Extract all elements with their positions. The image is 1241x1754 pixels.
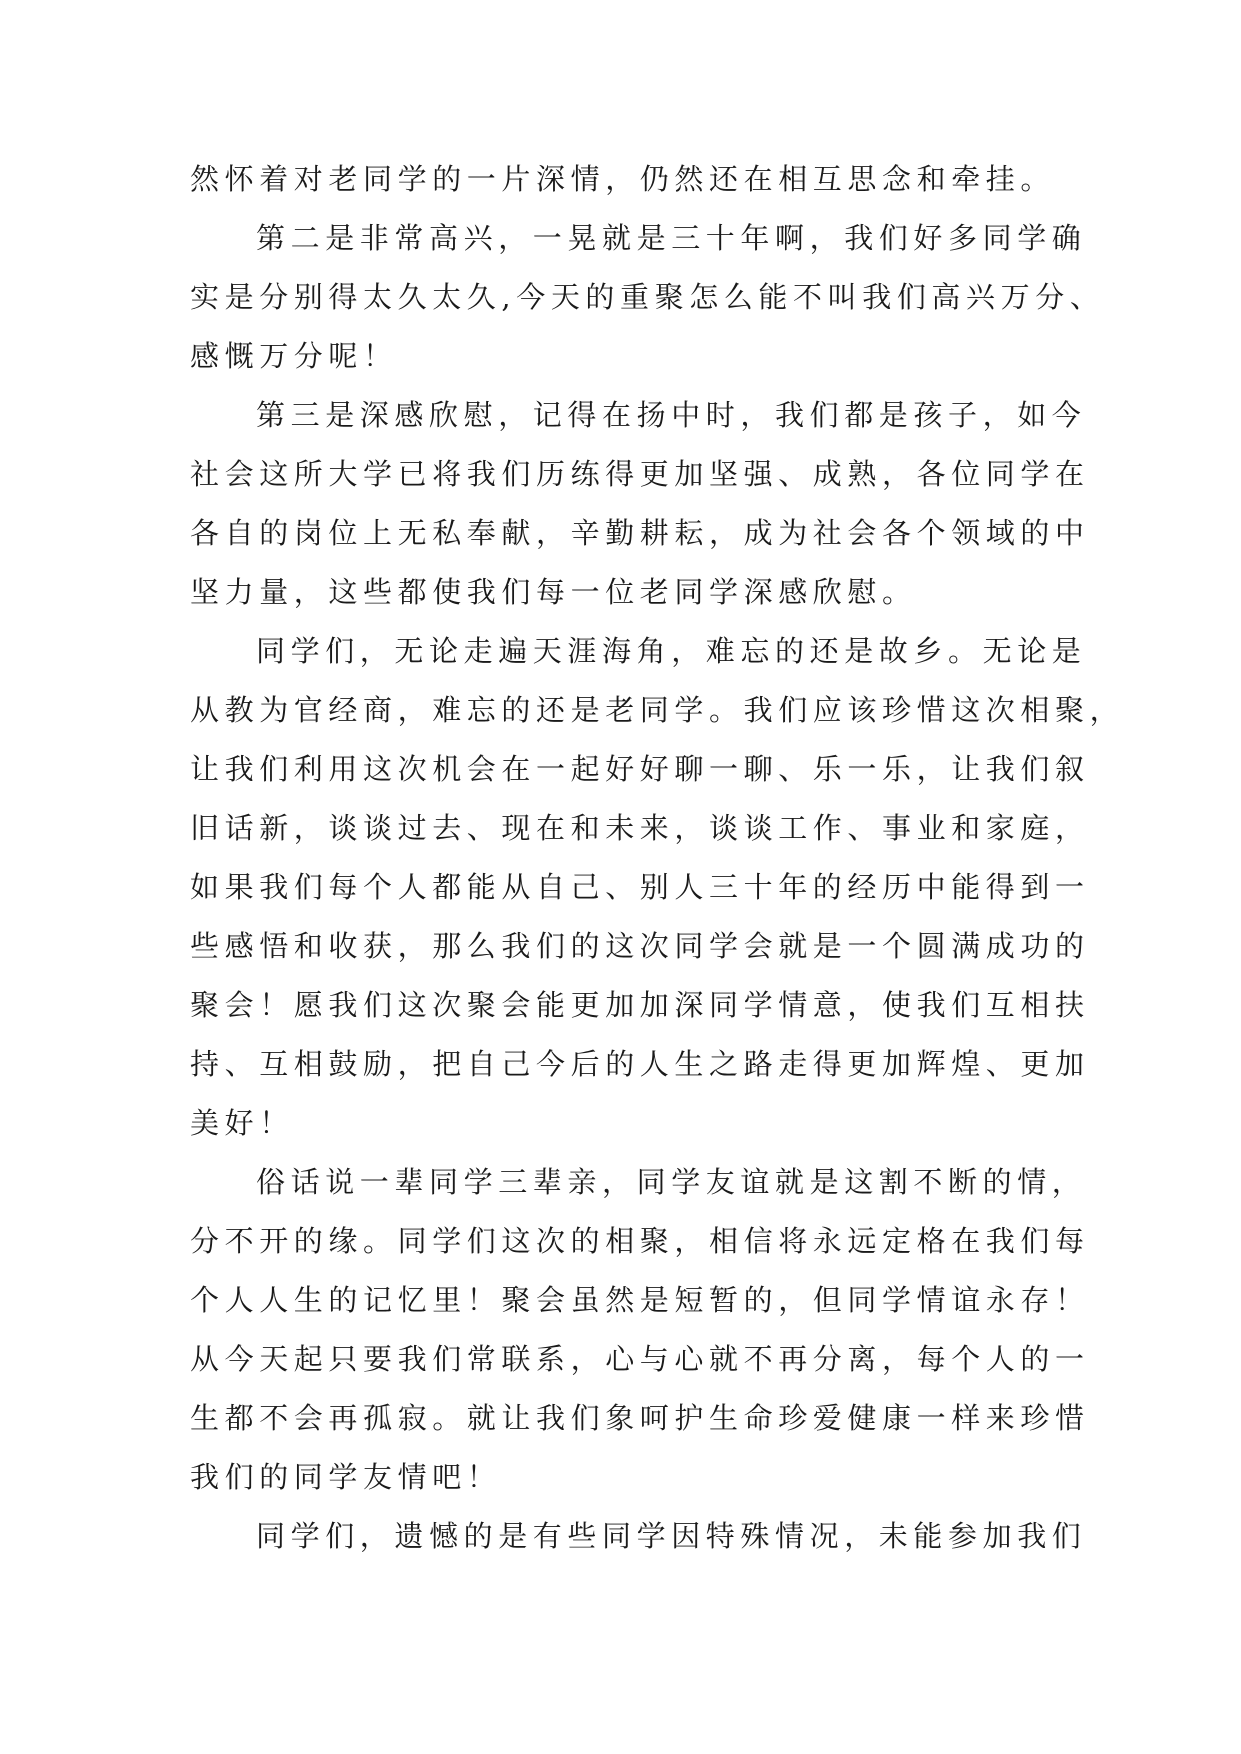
text-line: 生都不会再孤寂。就让我们象呵护生命珍爱健康一样来珍惜: [190, 1401, 1090, 1435]
text-line: 如果我们每个人都能从自己、别人三十年的经历中能得到一: [190, 870, 1090, 904]
text-line: 坚力量，这些都使我们每一位老同学深感欣慰。: [190, 575, 917, 609]
text-line: 同学们，遗憾的是有些同学因特殊情况，未能参加我们: [256, 1519, 1087, 1553]
text-line: 同学们，无论走遍天涯海角，难忘的还是故乡。无论是: [256, 634, 1087, 668]
text-line: 美好！: [190, 1106, 294, 1140]
text-line: 从教为官经商，难忘的还是老同学。我们应该珍惜这次相聚，: [190, 693, 1125, 727]
text-line: 然怀着对老同学的一片深情，仍然还在相互思念和牵挂。: [190, 162, 1056, 196]
text-line: 从今天起只要我们常联系，心与心就不再分离，每个人的一: [190, 1342, 1090, 1376]
text-line: 旧话新，谈谈过去、现在和未来，谈谈工作、事业和家庭，: [190, 811, 1090, 845]
text-line: 让我们利用这次机会在一起好好聊一聊、乐一乐，让我们叙: [190, 752, 1090, 786]
text-line: 聚会！愿我们这次聚会能更加加深同学情意，使我们互相扶: [190, 988, 1090, 1022]
text-line: 俗话说一辈同学三辈亲，同学友谊就是这割不断的情，: [256, 1165, 1087, 1199]
body-text: [190, 150, 1125, 1566]
text-line: 我们的同学友情吧！: [190, 1460, 502, 1494]
text-line: 持、互相鼓励，把自己今后的人生之路走得更加辉煌、更加: [190, 1047, 1090, 1081]
text-line: 各自的岗位上无私奉献，辛勤耕耘，成为社会各个领域的中: [190, 516, 1090, 550]
text-line: 感慨万分呢！: [190, 339, 398, 373]
text-line: 些感悟和收获，那么我们的这次同学会就是一个圆满成功的: [190, 929, 1090, 963]
text-line: 第三是深感欣慰，记得在扬中时，我们都是孩子，如今: [256, 398, 1087, 432]
text-line: 第二是非常高兴，一晃就是三十年啊，我们好多同学确: [256, 221, 1087, 255]
text-line: 社会这所大学已将我们历练得更加坚强、成熟，各位同学在: [190, 457, 1090, 491]
text-line: 个人人生的记忆里！聚会虽然是短暂的，但同学情谊永存！: [190, 1283, 1090, 1317]
text-line: 实是分别得太久太久,今天的重聚怎么能不叫我们高兴万分、: [190, 280, 1105, 314]
text-line: 分不开的缘。同学们这次的相聚，相信将永远定格在我们每: [190, 1224, 1090, 1258]
